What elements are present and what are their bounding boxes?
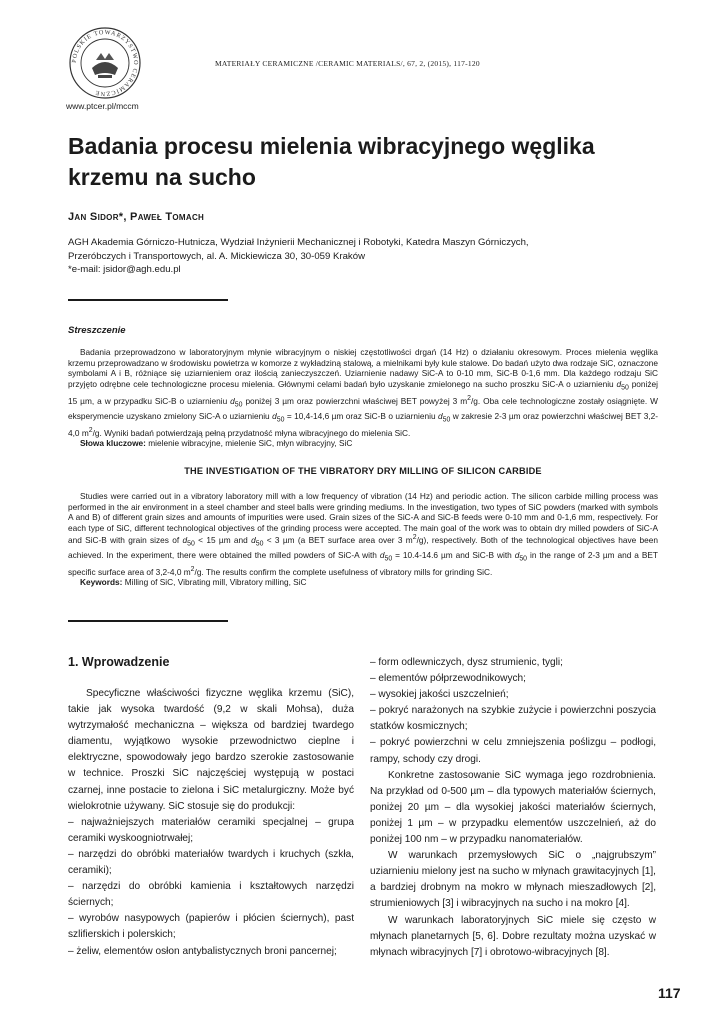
section-heading: 1. Wprowadzenie — [68, 655, 170, 669]
list-item: – elementów półprzewodnikowych; — [370, 673, 526, 685]
list-item: – pokryć powierzchni w celu zmniejszenia poślizgu – podłogi, rampy, schody czy drogi. — [370, 737, 656, 765]
keywords-pl: Słowa kluczowe: mielenie wibracyjne, mielenie SiC, młyn wibracyjny, SiC — [80, 438, 353, 448]
list-item: – żeliw, elementów osłon antybalistycznych broni pancernej; — [68, 945, 337, 957]
authors: Jan Sidor*, Paweł Tomach — [68, 211, 205, 223]
body-column-left — [68, 686, 354, 960]
paragraph: W warunkach laboratoryjnych SiC miele się często w młynach planetarnych [5, 6]. Dobre rezultaty można uzyskać w młynach wibracyjnych [7] i obrotowo-wibracyjnych [8]. — [370, 914, 656, 958]
paragraph: Specyficzne właściwości fizyczne węglika krzemu (SiC), takie jak wysoka twardość (9,2 w skali Mohsa), duża wytrzymałość mechaniczna – większa od bardziej twardego diamentu, wyjątkowo wysokie przewodnictwo cieplne i elektryczne, spowodowały jego bardzo szerokie zastosowanie w technice. Proszki SiC najczęściej występują w postaci czarnej, inne postacie to zielona i SiC metalurgiczny. Może być wielokrotnie używany. SiC stosuje się do produkcji: — [68, 688, 354, 812]
affiliation-line-2: Przeróbczych i Transportowych, al. A. Mickiewicza 30, 30-059 Kraków — [68, 250, 365, 262]
abstract-en-heading: THE INVESTIGATION OF THE VIBRATORY DRY MILLING OF SILICON CARBIDE — [184, 466, 542, 476]
site-url[interactable]: www.ptcer.pl/mccm — [66, 101, 139, 111]
affiliation-line-1: AGH Akademia Górniczo-Hutnicza, Wydział Inżynierii Mechanicznej i Robotyki, Katedra Maszyn Górniczych, — [68, 237, 529, 248]
abstract-pl-text: Badania przeprowadzono w laboratoryjnym młynie wibracyjnym o niskiej częstotliwości drgań (14 Hz) o działaniu okresowym. Proces mielenia węglika krzemu przeprowadzano w środowisku powietrza w komorze z wykładziną stalową, a mielnikami były kule stalowe. Do badań użyto dwa rodzaje SiC, oznaczone symbolami A i B, różniące się uziarnieniem oraz ilością zanieczyszczeń. Uziarnienie nadawy SiC-A to 0-10 mm, SiC-B 0-1,6 mm. Dla każdego rodzaju SiC przyjęto odrębne cele technologiczne procesu mielenia. Głównymi celami badań było uzyskanie zmielonego na sucho proszku SiC-A o uziarnieniu $d_{50}$ poniżej 15 µm, a w przypadku SiC-B o uziarnieniu $d_{50}$ poniżej 3 µm oraz powierzchni właściwej BET powyżej 3 $m^2/g$. Oba cele technologiczne zostały osiągnięte. W eksperymencie uzyskano zmielony SiC-A o uziarnieniu $d_{50} = 10,4-14,6$ µm oraz SiC-B o uziarnieniu $d_{50}$ w zakresie 2-3 µm oraz powierzchni właściwej BET 3,2-4,0 $m^2/g$. Wyniki badań potwierdzają pełną przydatność młyna wibracyjnego do mielenia SiC. — [68, 347, 659, 438]
affiliation — [68, 236, 648, 277]
society-logo — [68, 26, 142, 100]
list-item: – najważniejszych materiałów ceramiki specjalnej – grupa ceramiki wyskoogniotrwałej; — [68, 816, 354, 844]
abstract-en-text: Studies were carried out in a vibratory laboratory mill with a low frequency of vibration (14 Hz) and periodic action. The silicon carbide milling process was performed in the air environment in a steel chamber and steel balls were grinding mediums. In the investigation, two types of SiC powders (marked with symbols A and B) of different grain sizes and amounts of impurities were used. Grain sizes of the SiC-A and SiC-B feeds were 0-10 mm and 0-1,6 mm, respectively. For each type of SiC, different technological objectives of the grinding process were accepted. The main goal of the work was to obtain dry milled powders of SiC-A and SiC-B with grain sizes of $d_{50} < 15$ µm and $d_{50} < 3$ µm (a BET surface area over 3 $m^2/g$), respectively. Both of the technological objectives have been achieved. In the experiment, there were obtained the milled powders of SiC-A with $d_{50} = 10.4-14.6$ µm and SiC-B with $d_{50}$ in the range of 2-3 µm and a BET specific surface area of 3,2-4,0 $m^2/g$. The results confirm the complete usefulness of vibratory mills for grinding SiC. — [68, 491, 659, 577]
list-item: – wysokiej jakości uszczelnień; — [370, 689, 509, 701]
body-column-right — [370, 655, 656, 961]
divider — [68, 299, 228, 301]
list-item: – pokryć narażonych na szybkie zużycie i powierzchni poszycia statków kosmicznych; — [370, 705, 656, 733]
list-item: – wyrobów nasypowych (papierów i płócien ściernych), past szlifierskich i polerskich; — [68, 913, 354, 941]
keywords-en: Keywords: Milling of SiC, Vibrating mill, Vibratory milling, SiC — [80, 577, 307, 588]
abstract-en — [68, 491, 658, 588]
abstract-pl — [68, 347, 658, 449]
list-item: – form odlewniczych, dysz strumienic, tygli; — [370, 657, 563, 668]
svg-text:POLSKIE TOWARZYSTWO CERAMICZNE: POLSKIE TOWARZYSTWO CERAMICZNE — [70, 28, 140, 98]
corresponding-email: *e-mail: jsidor@agh.edu.pl — [68, 264, 181, 276]
list-item: – narzędzi do obróbki materiałów twardych i kruchych (szkła, ceramiki); — [68, 848, 354, 877]
article-title: Badania procesu mielenia wibracyjnego węglika krzemu na sucho — [68, 133, 595, 190]
list-item: – narzędzi do obróbki kamienia i kształtowych narzędzi ściernych; — [68, 881, 354, 909]
divider — [68, 620, 228, 622]
abstract-pl-heading: Streszczenie — [68, 325, 126, 336]
paragraph: Konkretne zastosowanie SiC wymaga jego rozdrobnienia. Na przykład od 0-500 µm – dla typowych materiałów ściernych, poniżej 20 µm – dla wysokiej jakości materiałów ściernych, poniżej 1 µm – w przypadku elementów uszczelnień, aż do poniżej 100 nm – w przypadku nanomateriałów. — [370, 769, 656, 846]
paragraph: W warunkach przemysłowych SiC o „najgrubszym” uziarnieniu mielony jest na sucho w młynach grawitacyjnych [1], a bardziej drobnym na mokro w młynach mieszadłowych [2], strumieniowych [3] i wibracyjnych na sucho i na mokro [4]. — [370, 850, 656, 910]
journal-header: MATERIAŁY CERAMICZNE /CERAMIC MATERIALS/, 67, 2, (2015), 117-120 — [215, 59, 480, 68]
page-number: 117 — [658, 985, 681, 1001]
